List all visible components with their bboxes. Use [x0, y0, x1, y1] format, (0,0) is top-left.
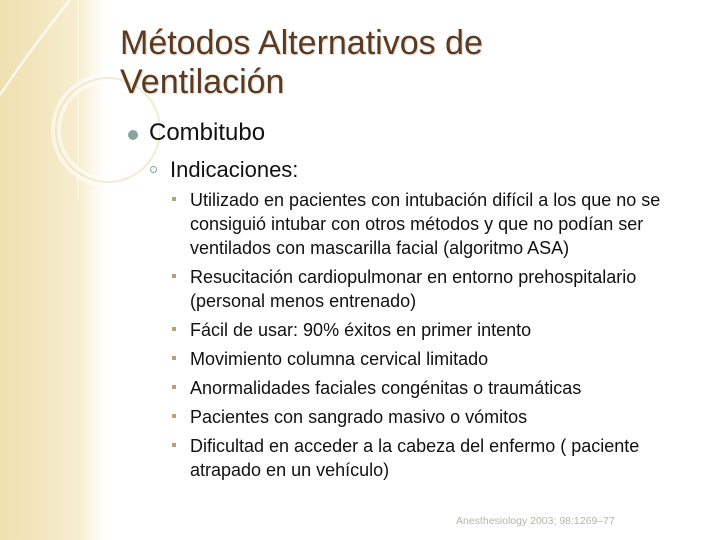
list-item: Anormalidades faciales congénitas o traumáticas [170, 376, 690, 400]
square-bullet-icon [172, 414, 176, 418]
indications-list [170, 188, 690, 487]
square-bullet-icon [172, 197, 176, 201]
citation: Anesthesiology 2003; 98:1269–77 [456, 515, 615, 527]
list-item: Dificultad en acceder a la cabeza del enfermo ( paciente atrapado en un vehículo) [170, 434, 690, 482]
square-bullet-icon [172, 443, 176, 447]
list-item: Pacientes con sangrado masivo o vómitos [170, 405, 690, 429]
slide-title-line-2: Ventilación [120, 63, 285, 101]
slide-title [120, 24, 680, 102]
list-item: Movimiento columna cervical limitado [170, 347, 690, 371]
square-bullet-icon [172, 356, 176, 360]
filled-circle-bullet-icon [128, 130, 138, 140]
bullet-level-2-text: Indicaciones: [170, 157, 299, 182]
list-item: Utilizado en pacientes con intubación difícil a los que no se consiguió intubar con otros métodos y que no podían ser ventilados con mascarilla facial (algoritmo ASA) [170, 188, 690, 260]
square-bullet-icon [172, 274, 176, 278]
square-bullet-icon [172, 385, 176, 389]
list-item: Fácil de usar: 90% éxitos en primer intento [170, 318, 690, 342]
bullet-level-1-text: Combitubo [149, 119, 266, 146]
list-item: Resucitación cardiopulmonar en entorno prehospitalario (personal menos entrenado) [170, 265, 690, 313]
square-bullet-icon [172, 327, 176, 331]
hollow-circle-bullet-icon [150, 166, 157, 173]
slide-title-line-1: Métodos Alternativos de [120, 24, 483, 62]
